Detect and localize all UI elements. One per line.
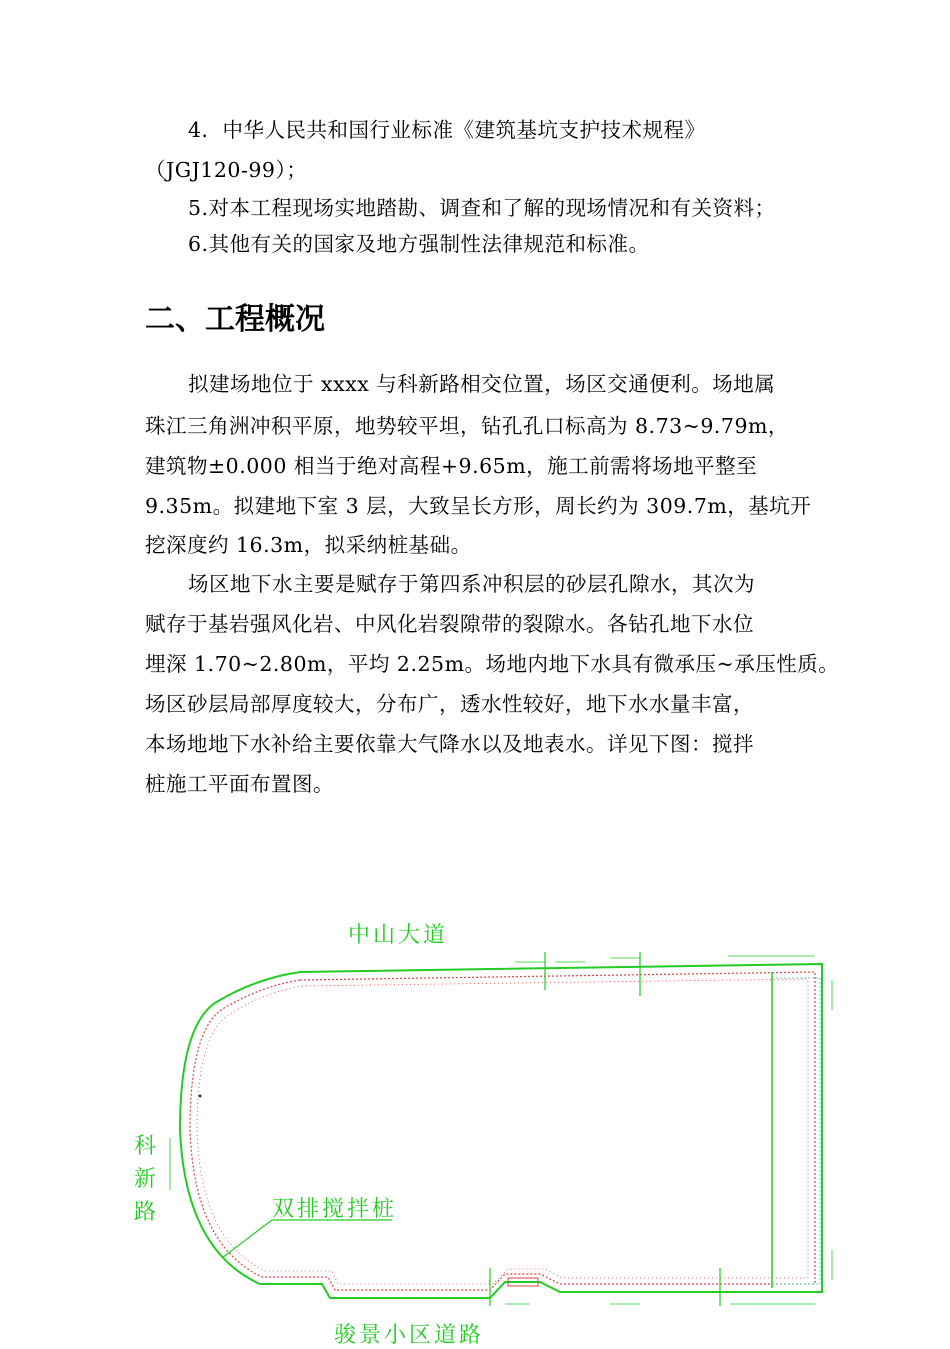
paragraph-1-line: 9.35m。拟建地下室 3 层，大致呈长方形，周长约为 309.7m，基坑开 bbox=[145, 494, 812, 518]
pile-layout-figure bbox=[0, 900, 950, 1348]
paragraph-1-line: 拟建场地位于 xxxx 与科新路相交位置，场区交通便利。场地属 bbox=[188, 372, 776, 396]
road-label-left-char: 科 bbox=[133, 1134, 156, 1159]
paragraph-1-line: 挖深度约 16.3m，拟采纳桩基础。 bbox=[145, 533, 472, 557]
paragraph-1-line: 建筑物±0.000 相当于绝对高程+9.65m，施工前需将场地平整至 bbox=[145, 454, 758, 478]
pit-boundary-outer bbox=[180, 964, 822, 1298]
road-label-left-char: 路 bbox=[133, 1200, 156, 1225]
road-label-top: 中山大道 bbox=[348, 923, 449, 948]
road-label-bottom: 骏景小区道路 bbox=[334, 1323, 485, 1348]
road-label-left-char: 新 bbox=[133, 1167, 156, 1192]
paragraph-2-line: 赋存于基岩强风化岩、中风化岩裂隙带的裂隙水。各钻孔地下水位 bbox=[145, 612, 754, 636]
paragraph-2-line: 场区砂层局部厚度较大，分布广，透水性较好，地下水水量丰富， bbox=[145, 692, 754, 716]
pile-label: 双排搅拌桩 bbox=[272, 1197, 398, 1222]
paragraph-2-line: 埋深 1.70~2.80m，平均 2.25m。场地内地下水具有微承压~承压性质。 bbox=[145, 652, 840, 676]
survey-point bbox=[199, 1095, 202, 1098]
road-label-left bbox=[132, 1130, 158, 1229]
basis-item-4-line-1: 4．中华人民共和国行业标准《建筑基坑支护技术规程》 bbox=[188, 118, 706, 142]
basis-item-5: 5.对本工程现场实地踏勘、调查和了解的现场情况和有关资料； bbox=[188, 196, 776, 220]
pile-layout-plan-drawing bbox=[0, 900, 950, 1344]
pit-boundary-inner bbox=[190, 972, 815, 1290]
paragraph-2-line: 场区地下水主要是赋存于第四系冲积层的砂层孔隙水，其次为 bbox=[188, 572, 755, 596]
pile-label-leader bbox=[222, 1220, 272, 1258]
right-wall-band bbox=[772, 978, 820, 1284]
paragraph-2-line: 本场地地下水补给主要依靠大气降水以及地表水。详见下图：搅拌 bbox=[145, 732, 754, 756]
basis-item-6: 6.其他有关的国家及地方强制性法律规范和标准。 bbox=[188, 232, 650, 256]
paragraph-2-line: 桩施工平面布置图。 bbox=[145, 772, 334, 796]
section-heading: 二、工程概况 bbox=[145, 302, 325, 337]
pit-boundary-inner-2 bbox=[197, 979, 808, 1284]
basis-item-4-line-2: （JGJ120-99）； bbox=[145, 158, 308, 182]
paragraph-1-line: 珠江三角洲冲积平原，地势较平坦，钻孔孔口标高为 8.73~9.79m， bbox=[145, 414, 789, 438]
